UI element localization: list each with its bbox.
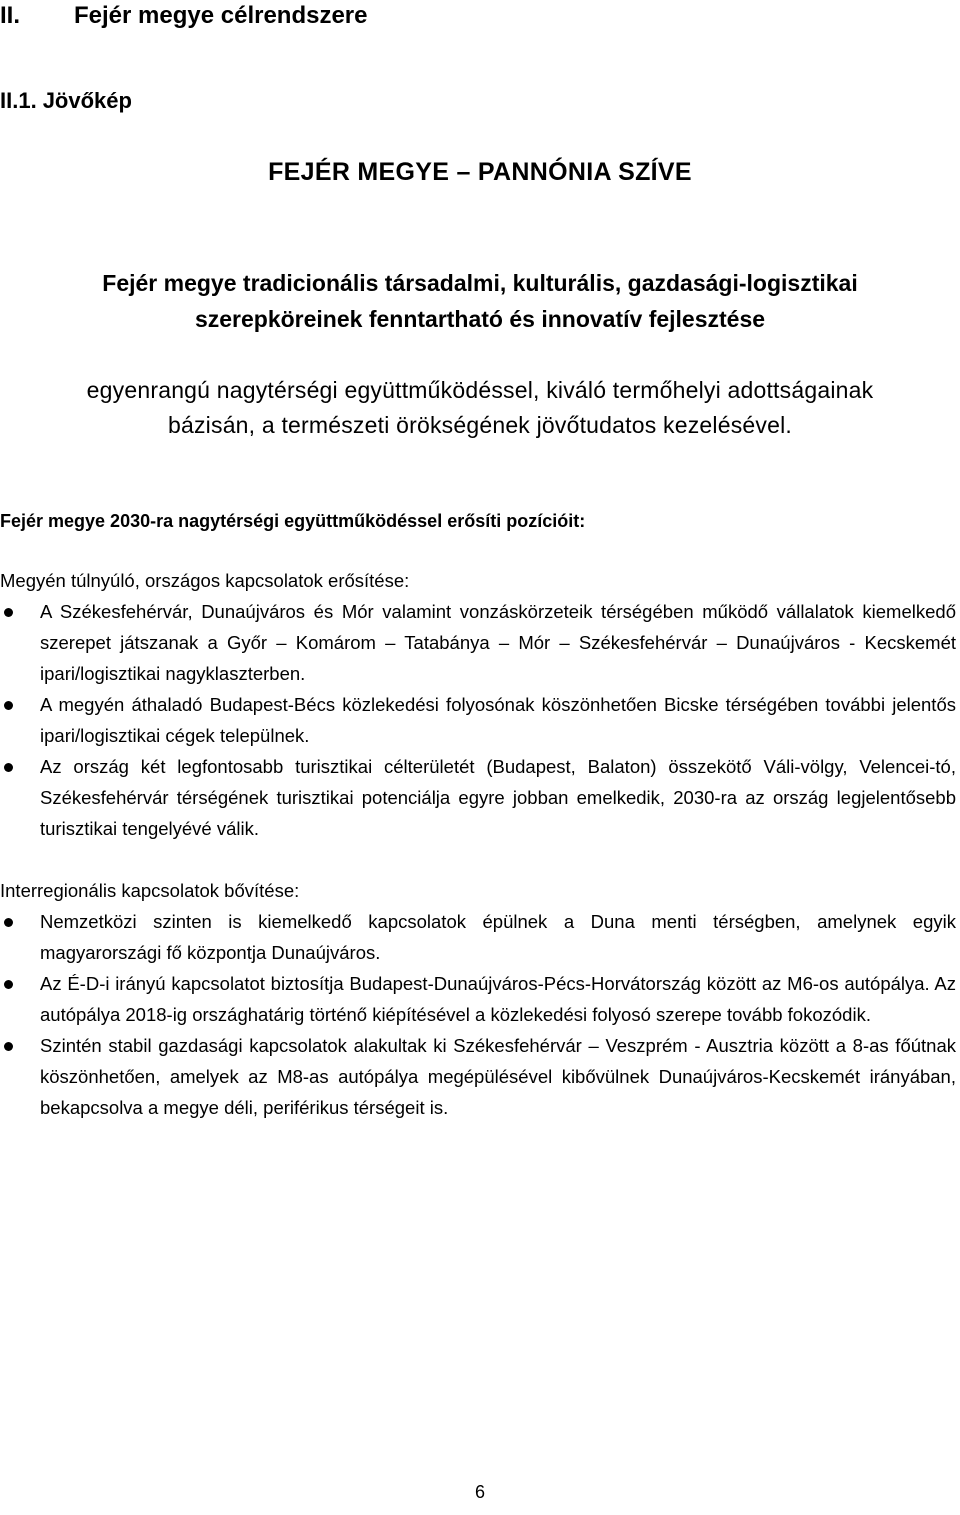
list-item-text: Az É-D-i irányú kapcsolatot biztosítja Budapest-Dunaújváros-Pécs-Horvátország között az M6-os autópálya. Az autópálya 2018-ig országhatárig történő kiépítésével a közlekedési folyosó szerepe tovább fokozódik. bbox=[40, 973, 956, 1025]
list-item bbox=[0, 968, 960, 1030]
bullet-list-interregional bbox=[0, 906, 960, 1123]
list-item bbox=[0, 596, 960, 689]
bullet-icon bbox=[4, 918, 13, 927]
bullet-icon bbox=[4, 763, 13, 772]
section-number: II.1. bbox=[0, 88, 37, 113]
vision-normal-line: bázisán, a természeti örökségének jövőtudatos kezelésével. bbox=[168, 412, 792, 438]
bullet-icon bbox=[4, 980, 13, 989]
list-item-text: Szintén stabil gazdasági kapcsolatok alakultak ki Székesfehérvár – Veszprém - Ausztria között a 8-as főútnak köszönhetően, amelyek az M8-as autópálya megépülésével kibővülnek Dunaújváros-Kecskemét irányában, bekapcsolva a megye déli, periférikus térségeit is. bbox=[40, 1035, 956, 1118]
list-item bbox=[0, 751, 960, 844]
section-title: Jövőkép bbox=[42, 88, 132, 113]
list-item-text: A Székesfehérvár, Dunaújváros és Mór valamint vonzáskörzeteik térségében működő vállalatok kiemelkedő szerepet játszanak a Győr – Komárom – Tatabánya – Mór – Székesfehérvár – Dunaújváros - Kecskemét ipari/logisztikai nagyklaszterben. bbox=[40, 601, 956, 684]
list-item-text: Az ország két legfontosabb turisztikai célterületét (Budapest, Balaton) összekötő Váli-völgy, Velencei-tó, Székesfehérvár térségének turisztikai potenciálja egyre jobban emelkedik, 2030-ra az ország legjelentősebb turisztikai tengelyévé válik. bbox=[40, 756, 956, 839]
group-heading-national: Megyén túlnyúló, országos kapcsolatok erősítése: bbox=[0, 570, 410, 591]
chapter-number: II. bbox=[0, 2, 21, 29]
lead-statement: Fejér megye 2030-ra nagytérségi együttműködéssel erősíti pozícióit: bbox=[0, 511, 586, 531]
bullet-icon bbox=[4, 608, 13, 617]
list-item-text: A megyén áthaladó Budapest-Bécs közlekedési folyosónak köszönhetően Bicske térségében további jelentős ipari/logisztikai cégek települnek. bbox=[40, 694, 956, 746]
vision-bold-line: szerepköreinek fenntartható és innovatív fejlesztése bbox=[194, 306, 766, 332]
vision-title: FEJÉR MEGYE – PANNÓNIA SZÍVE bbox=[268, 158, 692, 186]
vision-normal-line: egyenrangú nagytérségi együttműködéssel, kiváló termőhelyi adottságainak bbox=[86, 377, 874, 403]
bullet-icon bbox=[4, 1042, 13, 1051]
section-heading bbox=[0, 86, 132, 116]
bullet-list-national bbox=[0, 596, 960, 844]
vision-normal-text bbox=[0, 373, 960, 443]
list-item bbox=[0, 906, 960, 968]
list-item bbox=[0, 1030, 960, 1123]
vision-bold-line: Fejér megye tradicionális társadalmi, kulturális, gazdasági-logisztikai bbox=[102, 270, 858, 296]
list-item-text: Nemzetközi szinten is kiemelkedő kapcsolatok épülnek a Duna menti térségben, amelynek egyik magyarországi fő központja Dunaújváros. bbox=[40, 911, 956, 963]
chapter-heading bbox=[0, 0, 368, 32]
chapter-title: Fejér megye célrendszere bbox=[74, 2, 368, 29]
page-number: 6 bbox=[474, 1482, 485, 1502]
vision-bold-text bbox=[0, 265, 960, 337]
group-heading-interregional: Interregionális kapcsolatok bővítése: bbox=[0, 880, 300, 901]
list-item bbox=[0, 689, 960, 751]
bullet-icon bbox=[4, 701, 13, 710]
